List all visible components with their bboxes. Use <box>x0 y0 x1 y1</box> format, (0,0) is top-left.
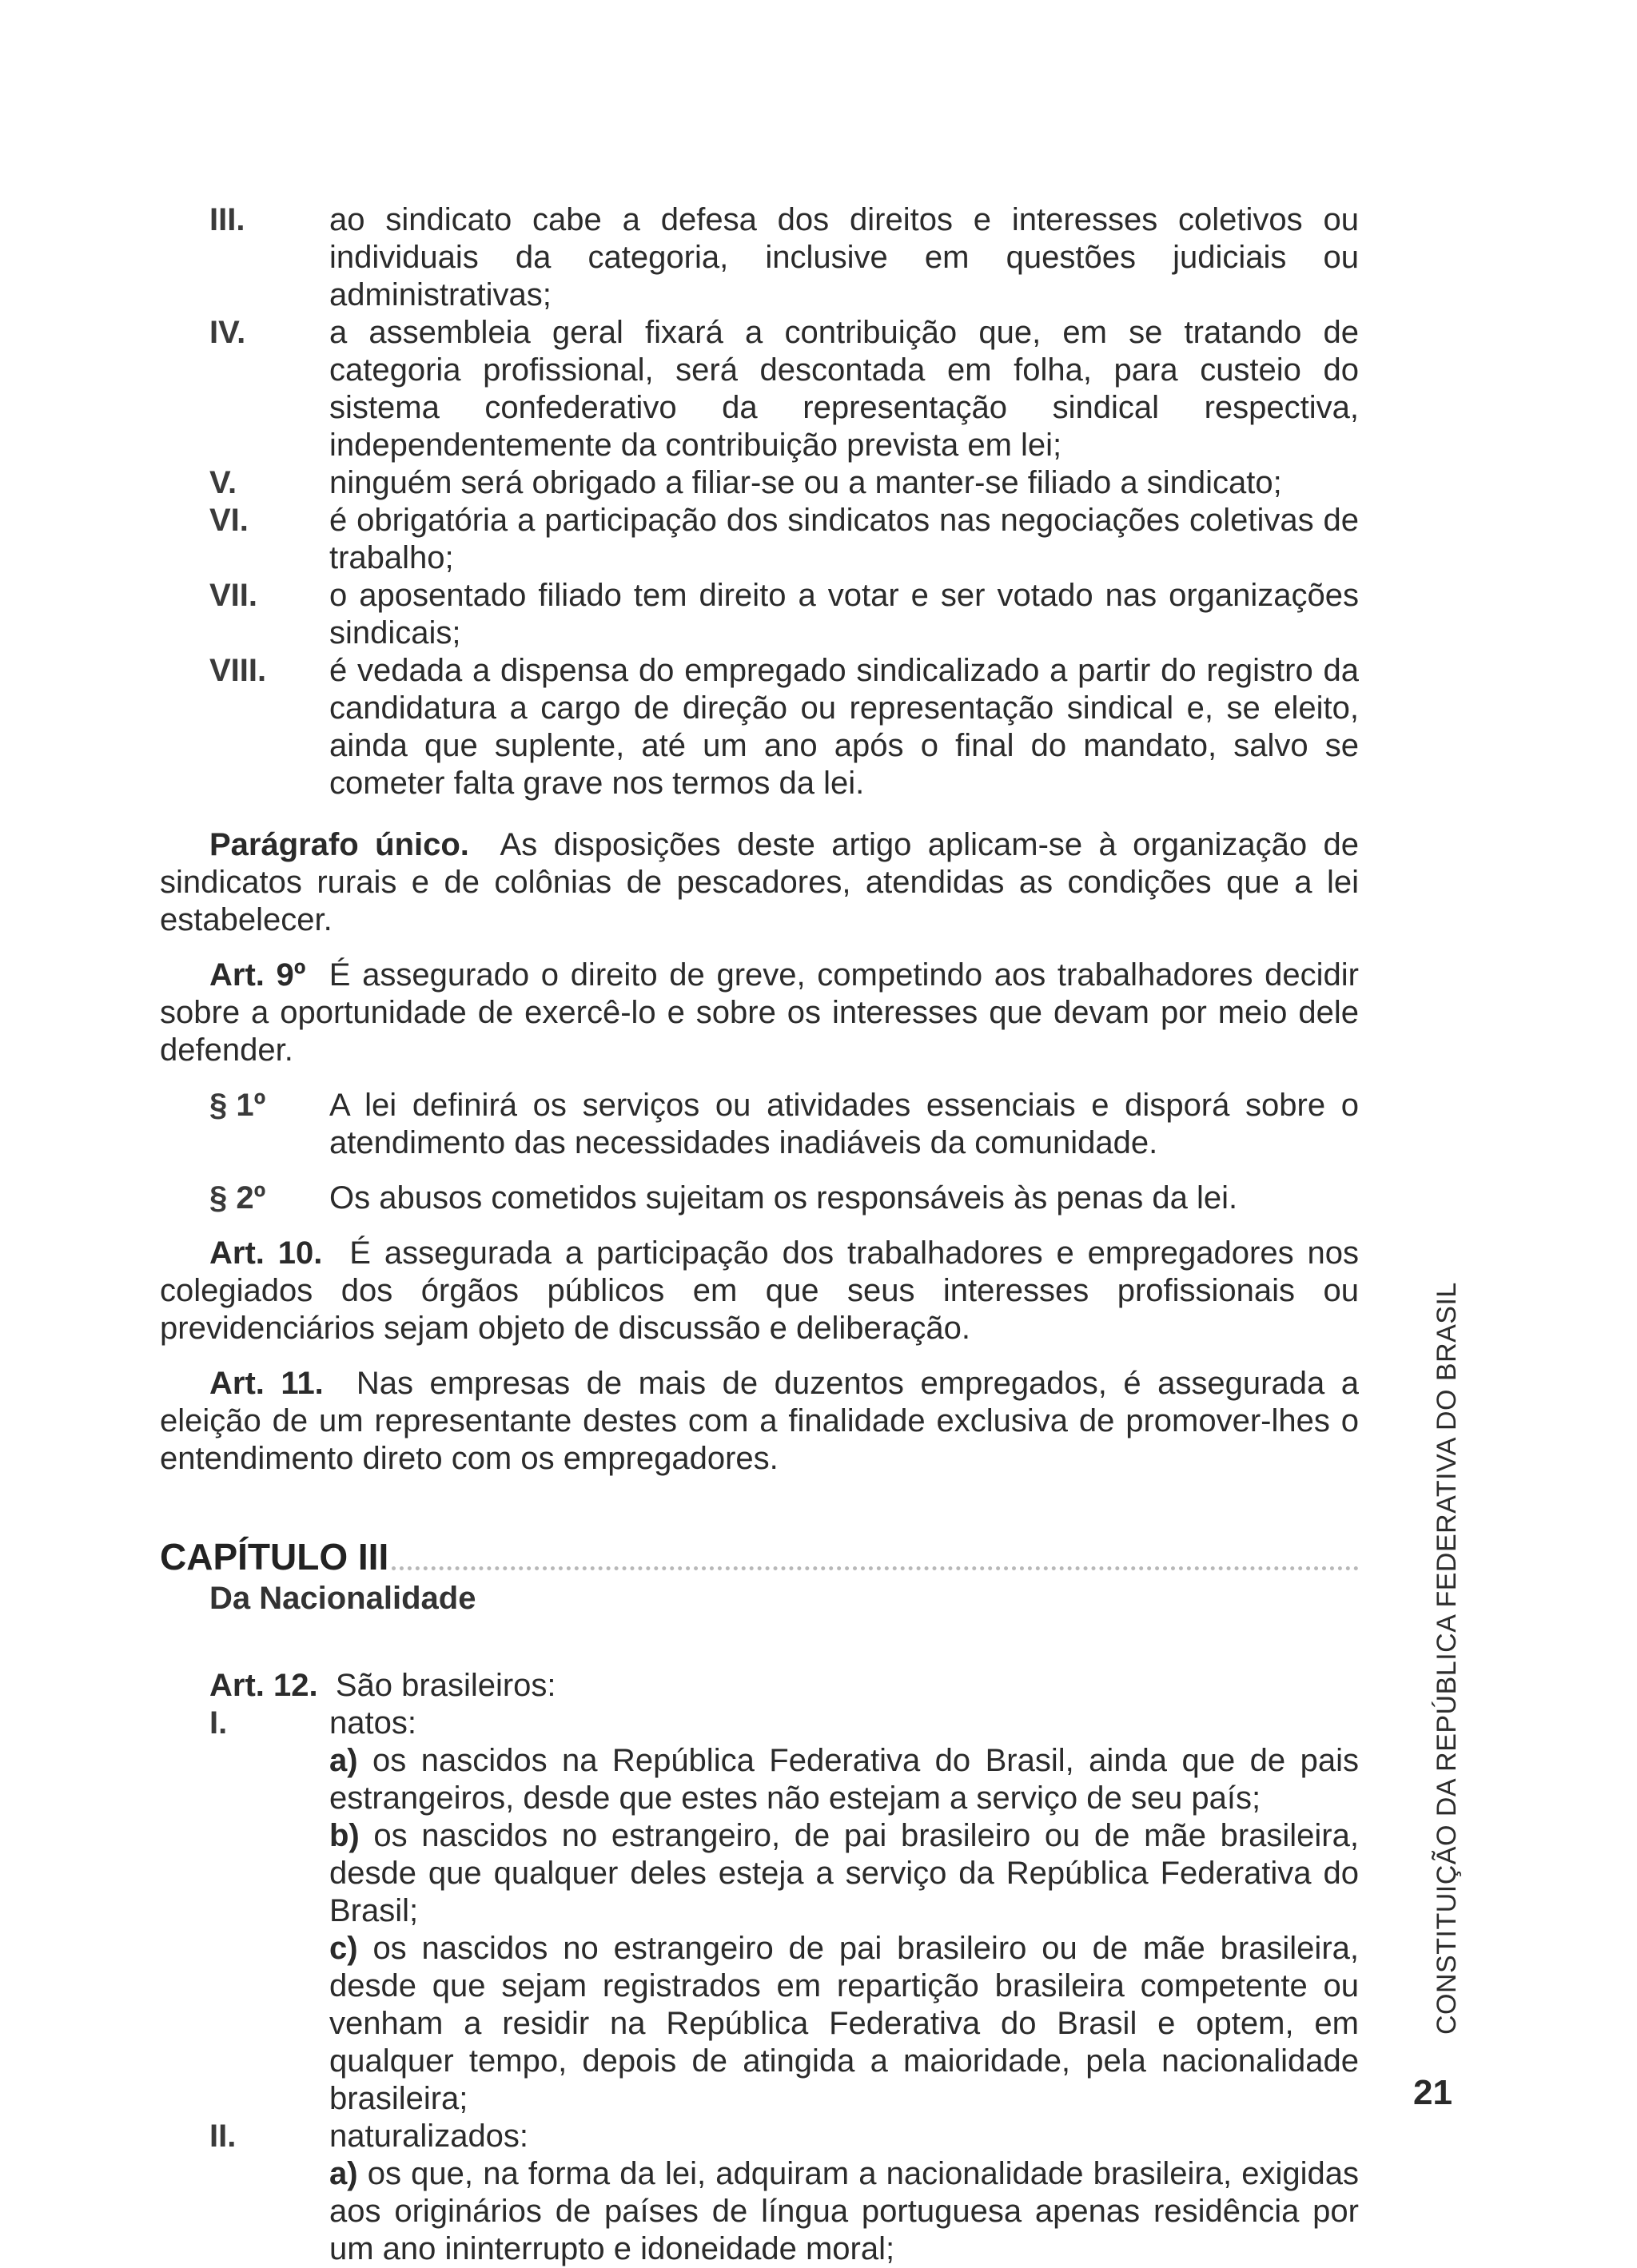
sub-item-text: os nascidos na República Federativa do Brasil, ainda que de pais estrangeiros, desde que estes não estejam a serviço de seu país; <box>329 1743 1359 1816</box>
article-9-paragraph-1 <box>160 1087 1359 1162</box>
sub-item <box>160 1930 1359 2118</box>
item-text: naturalizados: <box>329 2119 529 2154</box>
art8-items <box>160 201 1359 802</box>
item-text: natos: <box>329 1705 416 1741</box>
article-12-heading <box>160 1667 1359 1705</box>
item-number: III. <box>209 202 245 237</box>
sub-item-text: os que, na forma da lei, adquiram a nacionalidade brasileira, exigidas aos originários de países de língua portuguesa apenas residência por um ano ininterrupto e idoneidade moral; <box>329 2156 1359 2266</box>
side-running-title: CONSTITUIÇÃO DA REPÚBLICA FEDERATIVA DO BRASIL <box>1432 1282 1462 2035</box>
chapter-heading <box>160 1535 1359 1578</box>
article-9-label: Art. 9º <box>209 957 306 993</box>
item-text: o aposentado filiado tem direito a votar e ser votado nas organizações sindicais; <box>329 578 1359 651</box>
paragrafo-unico-text: As disposições deste artigo aplicam-se à organização de sindicatos rurais e de colônias de pescadores, atendidas as condições que a lei estabelecer. <box>160 827 1360 937</box>
sub-item-text: os nascidos no estrangeiro, de pai brasileiro ou de mãe brasileira, desde que qualquer deles esteja a serviço da República Federativa do Brasil; <box>329 1818 1359 1928</box>
paragraph-label: § 2º <box>209 1180 266 1216</box>
item-text: ninguém será obrigado a filiar-se ou a manter-se filiado a sindicato; <box>329 465 1282 500</box>
list-item <box>160 577 1359 652</box>
article-10 <box>160 1235 1359 1347</box>
chapter-title: CAPÍTULO III <box>160 1536 389 1578</box>
paragraph-label: § 1º <box>209 1088 266 1123</box>
article-9-text: É assegurado o direito de greve, competindo aos trabalhadores decidir sobre a oportunidade de exercê-lo e sobre os interesses que devam por meio dele defender. <box>160 957 1359 1068</box>
article-10-label: Art. 10. <box>209 1235 323 1271</box>
list-item <box>160 652 1359 802</box>
item-text: é vedada a dispensa do empregado sindicalizado a partir do registro da candidatura a cargo de direção ou representação sindical e, se eleito, ainda que suplente, até um ano após o final do mandato, salvo se cometer falta grave nos termos da lei. <box>329 653 1359 801</box>
item-number: II. <box>209 2119 237 2154</box>
paragraph-text: A lei definirá os serviços ou atividades essenciais e disporá sobre o atendimento das necessidades inadiáveis da comunidade. <box>329 1088 1359 1160</box>
list-item <box>160 502 1359 577</box>
article-12-text: São brasileiros: <box>335 1668 556 1703</box>
list-item <box>160 201 1359 314</box>
item-number: IV. <box>209 315 246 350</box>
sub-item-label: a) <box>329 2156 358 2191</box>
item-text: é obrigatória a participação dos sindicatos nas negociações coletivas de trabalho; <box>329 503 1359 575</box>
chapter-dotted-rule <box>392 1566 1359 1570</box>
article-10-text: É assegurada a participação dos trabalhadores e empregadores nos colegiados dos órgãos públicos em que seus interesses profissionais ou previdenciários sejam objeto de discussão e deliberação. <box>160 1235 1360 1346</box>
sub-item-label: a) <box>329 1743 358 1778</box>
chapter-subtitle: Da Nacionalidade <box>209 1581 476 1616</box>
item-number: VI. <box>209 503 249 538</box>
article-12 <box>160 1667 1359 2268</box>
item-text: a assembleia geral fixará a contribuição que, em se tratando de categoria profissional, será descontada em folha, para custeio do sistema confederativo da representação sindical respectiva, independentemente da contribuição prevista em lei; <box>329 315 1359 463</box>
article-9 <box>160 957 1359 1069</box>
sub-item-label: c) <box>329 1931 358 1966</box>
paragrafo-unico-label: Parágrafo único. <box>209 827 469 862</box>
sub-item-text: os nascidos no estrangeiro de pai brasileiro ou de mãe brasileira, desde que sejam registrados em repartição brasileira competente ou venham a residir na República Federativa do Brasil e optem, em qualquer tempo, depois de atingida a maioridade, pela nacionalidade brasileira; <box>329 1931 1359 2116</box>
page-number: 21 <box>1413 2073 1452 2112</box>
article-12-label: Art. 12. <box>209 1668 318 1703</box>
article-11 <box>160 1365 1359 1478</box>
paragrafo-unico <box>160 826 1359 939</box>
sub-item <box>160 1817 1359 1930</box>
article-11-label: Art. 11. <box>209 1366 324 1401</box>
list-item <box>160 314 1359 464</box>
article-9-paragraph-2 <box>160 1180 1359 1217</box>
item-number: VIII. <box>209 653 267 688</box>
item-number: V. <box>209 465 237 500</box>
list-item <box>160 1705 1359 1742</box>
sub-item-label: b) <box>329 1818 360 1853</box>
list-item <box>160 2118 1359 2155</box>
list-item <box>160 464 1359 502</box>
paragraph-text: Os abusos cometidos sujeitam os responsáveis às penas da lei. <box>329 1180 1238 1216</box>
item-text: ao sindicato cabe a defesa dos direitos e interesses coletivos ou individuais da categoria, inclusive em questões judiciais ou administrativas; <box>329 202 1359 312</box>
sub-item <box>160 2155 1359 2268</box>
article-11-text: Nas empresas de mais de duzentos empregados, é assegurada a eleição de um representante destes com a finalidade exclusiva de promover-lhes o entendimento direto com os empregadores. <box>160 1366 1359 1476</box>
sub-item <box>160 1742 1359 1817</box>
item-number: VII. <box>209 578 258 613</box>
page-content <box>160 201 1359 2268</box>
item-number: I. <box>209 1705 228 1741</box>
